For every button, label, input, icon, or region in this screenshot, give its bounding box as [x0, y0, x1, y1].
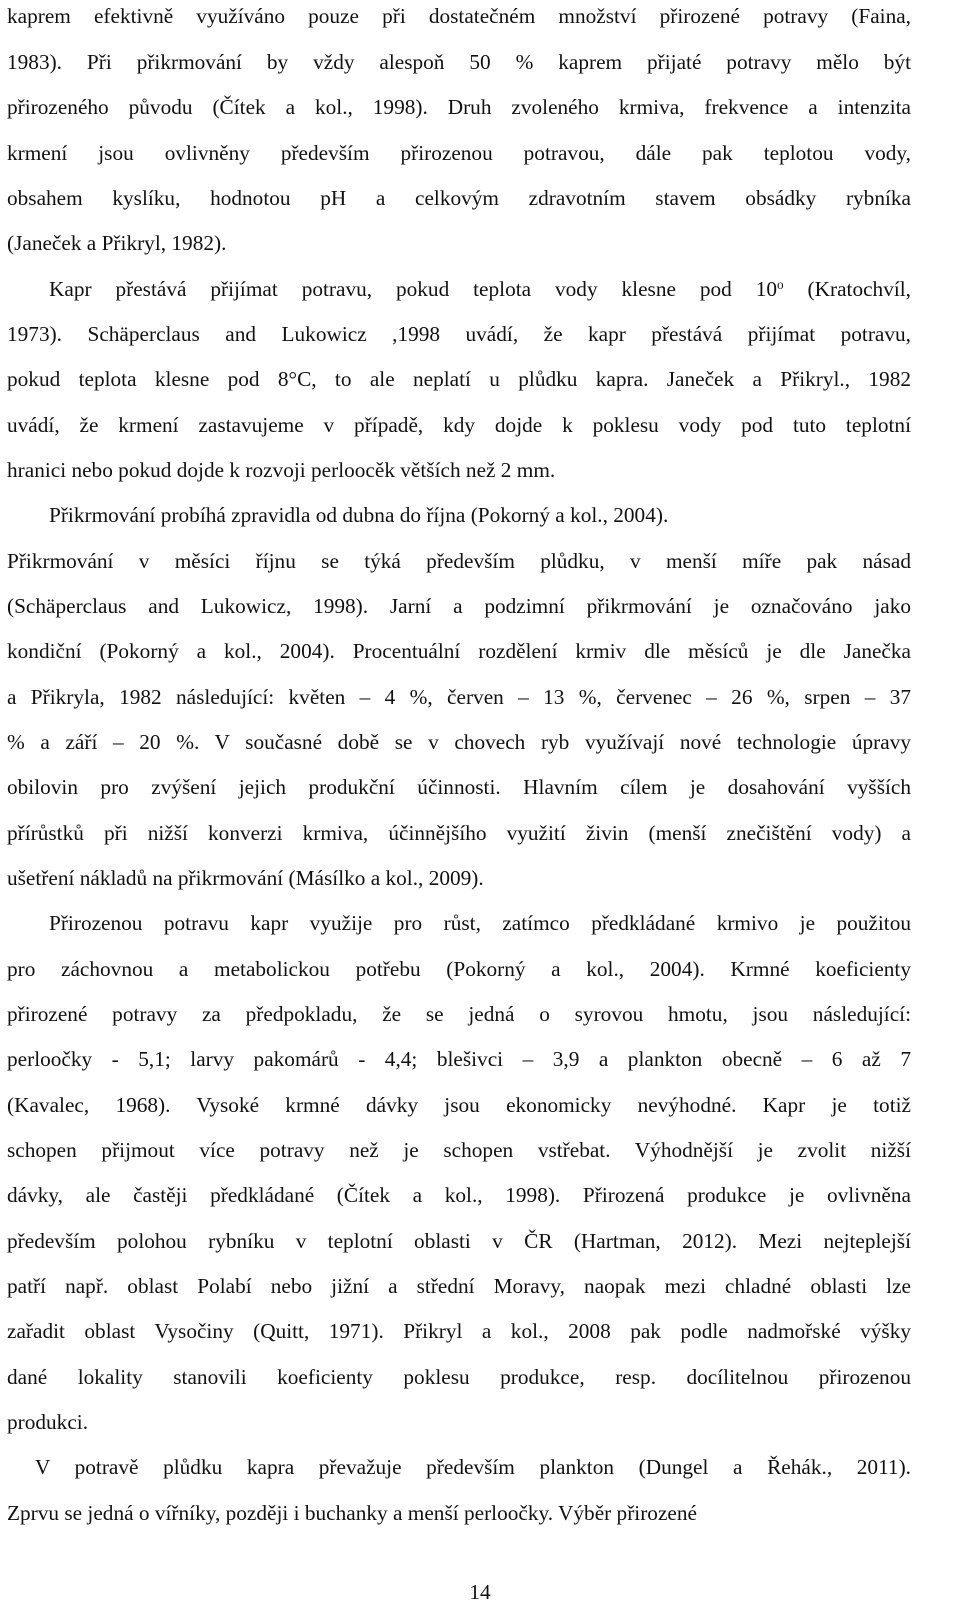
text-line: (Kavalec, 1968). Vysoké krmné dávky jsou ekonomicky nevýhodné. Kapr je totiž	[7, 1093, 911, 1117]
degree-superscript: o	[777, 276, 784, 292]
text-line: Přikrmování probíhá zpravidla od dubna do října (Pokorný a kol., 2004).	[49, 503, 669, 527]
text-line: především polohou rybníku v teplotní oblasti v ČR (Hartman, 2012). Mezi nejteplejší	[7, 1229, 911, 1253]
text-line: hranici nebo pokud dojde k rozvoji perloocěk větších než 2 mm.	[7, 458, 556, 482]
text-line: produkci.	[7, 1410, 89, 1434]
text-line: kaprem efektivně využíváno pouze při dostatečném množství přirozené potravy (Faina,	[7, 4, 911, 28]
text-line: schopen přijmout více potravy než je schopen vstřebat. Výhodnější je zvolit nižší	[7, 1138, 911, 1162]
text-line: zařadit oblast Vysočiny (Quitt, 1971). Přikryl a kol., 2008 pak podle nadmořské výšky	[7, 1319, 911, 1343]
text-line: Zprvu se jedná o vířníky, později i buchanky a menší perloočky. Výběr přirozené	[7, 1501, 697, 1525]
text-line: 1973). Schäperclaus and Lukowicz ,1998 uvádí, že kapr přestává přijímat potravu,	[7, 322, 911, 346]
text-fragment: Kapr přestává přijímat potravu, pokud teplota vody klesne pod 10	[49, 277, 777, 301]
text-line: (Schäperclaus and Lukowicz, 1998). Jarní a podzimní přikrmování je označováno jako	[7, 594, 911, 618]
text-line: dané lokality stanovili koeficienty poklesu produkce, resp. docílitelnou přirozenou	[7, 1365, 911, 1389]
text-line: perloočky - 5,1; larvy pakomárů - 4,4; blešivci – 3,9 a plankton obecně – 6 až 7	[7, 1047, 911, 1071]
text-line: a Přikryla, 1982 následující: květen – 4 %, červen – 13 %, červenec – 26 %, srpen – 37	[7, 685, 911, 709]
text-line: kondiční (Pokorný a kol., 2004). Procentuální rozdělení krmiv dle měsíců je dle Janečka	[7, 639, 911, 663]
text-fragment: (Kratochvíl,	[783, 277, 911, 301]
text-line	[49, 276, 911, 302]
text-line: pro záchovnou a metabolickou potřebu (Pokorný a kol., 2004). Krmné koeficienty	[7, 957, 911, 981]
text-line: patří např. oblast Polabí nebo jižní a střední Moravy, naopak mezi chladné oblasti lze	[7, 1274, 911, 1298]
text-line: přírůstků při nižší konverzi krmiva, účinnějšího využití živin (menší znečištění vody) a	[7, 821, 911, 845]
text-line: 1983). Při přikrmování by vždy alespoň 50 % kaprem přijaté potravy mělo být	[7, 50, 911, 74]
text-line: obilovin pro zvýšení jejich produkční účinnosti. Hlavním cílem je dosahování vyšších	[7, 775, 911, 799]
text-line: % a září – 20 %. V současné době se v chovech ryb využívají nové technologie úpravy	[7, 730, 911, 754]
text-line: krmení jsou ovlivněny především přirozenou potravou, dále pak teplotou vody,	[7, 141, 911, 165]
text-line: uvádí, že krmení zastavujeme v případě, kdy dojde k poklesu vody pod tuto teplotní	[7, 413, 911, 437]
text-line: ušetření nákladů na přikrmování (Másílko a kol., 2009).	[7, 866, 484, 890]
text-line: obsahem kyslíku, hodnotou pH a celkovým zdravotním stavem obsádky rybníka	[7, 186, 911, 210]
text-line: přirozené potravy za předpokladu, že se jedná o syrovou hmotu, jsou následující:	[7, 1002, 911, 1026]
text-line: dávky, ale častěji předkládané (Čítek a kol., 1998). Přirozená produkce je ovlivněna	[7, 1183, 911, 1207]
text-line: (Janeček a Přikryl, 1982).	[7, 231, 227, 255]
text-line: pokud teplota klesne pod 8°C, to ale neplatí u plůdku kapra. Janeček a Přikryl., 1982	[7, 367, 911, 391]
page-number: 14	[469, 1580, 491, 1604]
text-line: Přirozenou potravu kapr využije pro růst, zatímco předkládané krmivo je použitou	[49, 911, 911, 935]
text-line: Přikrmování v měsíci říjnu se týká především plůdku, v menší míře pak násad	[7, 549, 911, 573]
text-line: přirozeného původu (Čítek a kol., 1998). Druh zvoleného krmiva, frekvence a intenzita	[7, 95, 911, 119]
text-line: V potravě plůdku kapra převažuje především plankton (Dungel a Řehák., 2011).	[35, 1455, 911, 1479]
